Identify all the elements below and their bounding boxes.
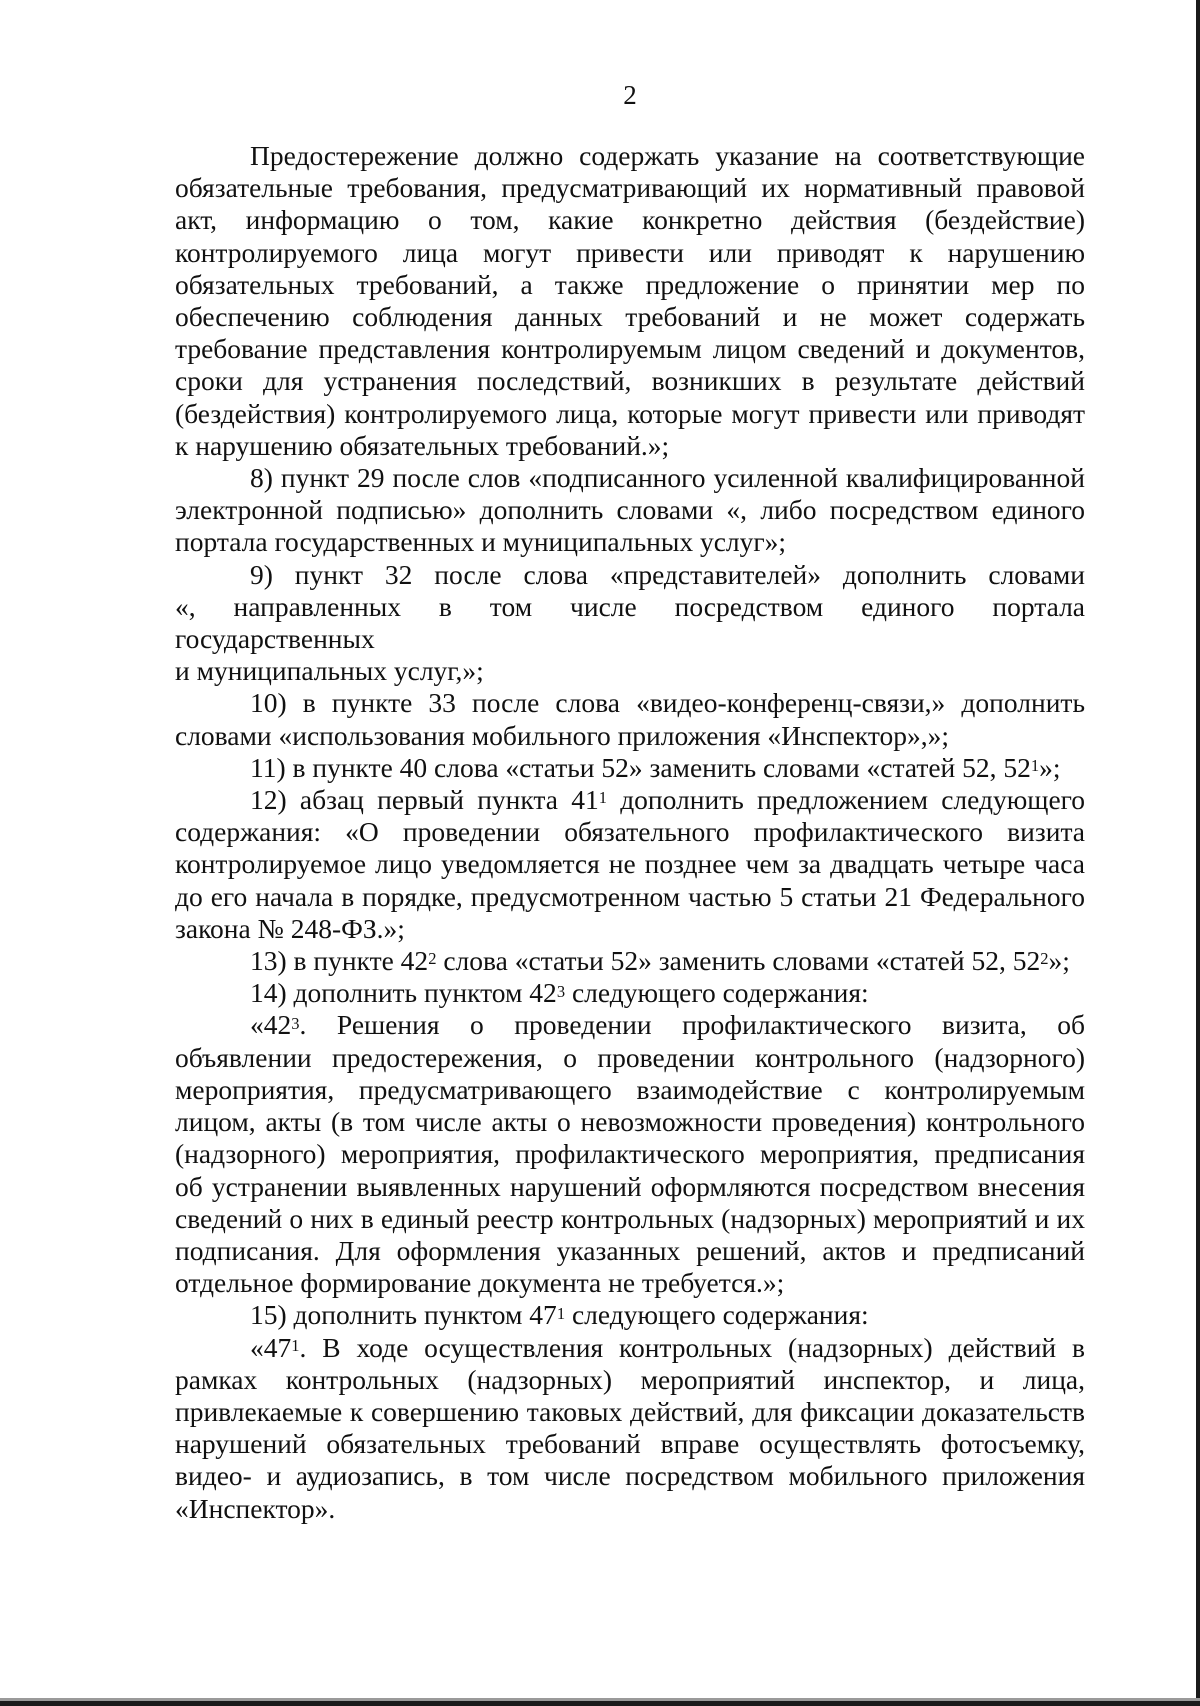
paragraph-item-12 bbox=[175, 784, 1085, 945]
paragraph-item-9 bbox=[175, 559, 1085, 688]
paragraph-line: и муниципальных услуг,»; bbox=[175, 655, 484, 687]
superscript-index: 2 bbox=[1040, 949, 1049, 969]
paragraph-line: государственных bbox=[175, 623, 375, 655]
document-body bbox=[175, 140, 1085, 1525]
paragraph-text: слова «статьи 52» заменить словами «статей 52, 52 bbox=[436, 945, 1041, 977]
scan-edge bbox=[0, 1701, 1200, 1706]
paragraph-text: »; bbox=[1039, 751, 1061, 783]
paragraph-text: следующего содержания: bbox=[565, 1299, 869, 1331]
paragraph-text: 11) в пункте 40 слова «статьи 52» заменить словами «статей 52, 52 bbox=[250, 751, 1031, 783]
paragraph-item-13 bbox=[175, 945, 1085, 977]
paragraph-text: 8) пункт 29 после слов «подписанного усиленной квалифицированной электронной подписью» дополнить словами «, либо посредством единого портала государственных и муниципальных услуг»; bbox=[175, 462, 1085, 558]
paragraph-item-11 bbox=[175, 752, 1085, 784]
superscript-index: 3 bbox=[291, 1013, 300, 1033]
paragraph-item-8 bbox=[175, 462, 1085, 559]
superscript-index: 1 bbox=[598, 788, 607, 808]
superscript-index: 3 bbox=[556, 981, 566, 1001]
paragraph-text: «47 bbox=[250, 1331, 292, 1363]
paragraph-text: . Решения о проведении профилактического визита, об объявлении предостережения, о проведении контрольного (надзорного) мероприятия, предусматривающего взаимодействие с контролируемым лицом, акты (в том числе акты о невозможности проведения) контрольного (надзорного) мероприятия, профилактического мероприятия, предписания об устранении выявленных нарушений оформляются посредством внесения сведений о них в единый реестр контрольных (надзорных) мероприятий и их подписания. Для оформления указанных решений, актов и предписаний отдельное формирование документа не требуется.»; bbox=[175, 1009, 1085, 1299]
superscript-index: 2 bbox=[428, 949, 437, 969]
paragraph-warning-content bbox=[175, 140, 1085, 462]
paragraph-text: 13) в пункте 42 bbox=[250, 945, 429, 977]
paragraph-text: 15) дополнить пунктом 47 bbox=[250, 1299, 557, 1331]
page-number: 2 bbox=[623, 80, 637, 110]
paragraph-text: дополнить предложением следующего содержания: «О проведении обязательного профилактического визита контролируемое лицо уведомляется не позднее чем за двадцать четыре часа до его начала в порядке, предусмотренном частью 5 статьи 21 Федерального закона № 248-ФЗ.»; bbox=[175, 784, 1085, 944]
paragraph-text: 12) абзац первый пункта 41 bbox=[250, 784, 599, 816]
paragraph-item-14 bbox=[175, 977, 1085, 1009]
paragraph-text: »; bbox=[1048, 945, 1070, 977]
paragraph-item-42-3 bbox=[175, 1009, 1085, 1299]
paragraph-item-10 bbox=[175, 687, 1085, 751]
paragraph-line: «, направленных в том числе посредством единого портала bbox=[175, 590, 1085, 622]
superscript-index: 1 bbox=[1030, 756, 1040, 776]
paragraph-text: Предостережение должно содержать указание на соответствующие обязательные требования, предусматривающий их нормативный правовой акт, информацию о том, какие конкретно действия (бездействие) контролируемого лица могут привести или приводят к нарушению обязательных требований, а также предложение о принятии мер по обеспечению соблюдения данных требований и не может содержать требование представления контролируемым лицом сведений и документов, сроки для устранения последствий, возникших в результате действий (бездействия) контролируемого лица, которые могут привести или приводят к нарушению обязательных требований.»; bbox=[175, 140, 1085, 461]
superscript-index: 1 bbox=[291, 1335, 300, 1355]
paragraph-text: следующего содержания: bbox=[565, 977, 869, 1009]
paragraph-item-47-1 bbox=[175, 1332, 1085, 1525]
paragraph-text: 10) в пункте 33 после слова «видео-конференц-связи,» дополнить словами «использования мобильного приложения «Инспектор»,»; bbox=[175, 687, 1085, 751]
paragraph-text: «42 bbox=[250, 1009, 292, 1041]
paragraph-text: 14) дополнить пунктом 42 bbox=[250, 977, 557, 1009]
paragraph-item-15 bbox=[175, 1299, 1085, 1331]
paragraph-line: 9) пункт 32 после слова «представителей» дополнить словами bbox=[250, 558, 1085, 590]
superscript-index: 1 bbox=[556, 1303, 566, 1323]
paragraph-text: . В ходе осуществления контрольных (надзорных) действий в рамках контрольных (надзорных) мероприятий инспектор, и лица, привлекаемые к совершению таковых действий, для фиксации доказательств нарушений обязательных требований вправе осуществлять фотосъемку, видео- и аудиозапись, в том числе посредством мобильного приложения «Инспектор». bbox=[175, 1331, 1085, 1524]
scan-edge bbox=[1196, 0, 1200, 1706]
